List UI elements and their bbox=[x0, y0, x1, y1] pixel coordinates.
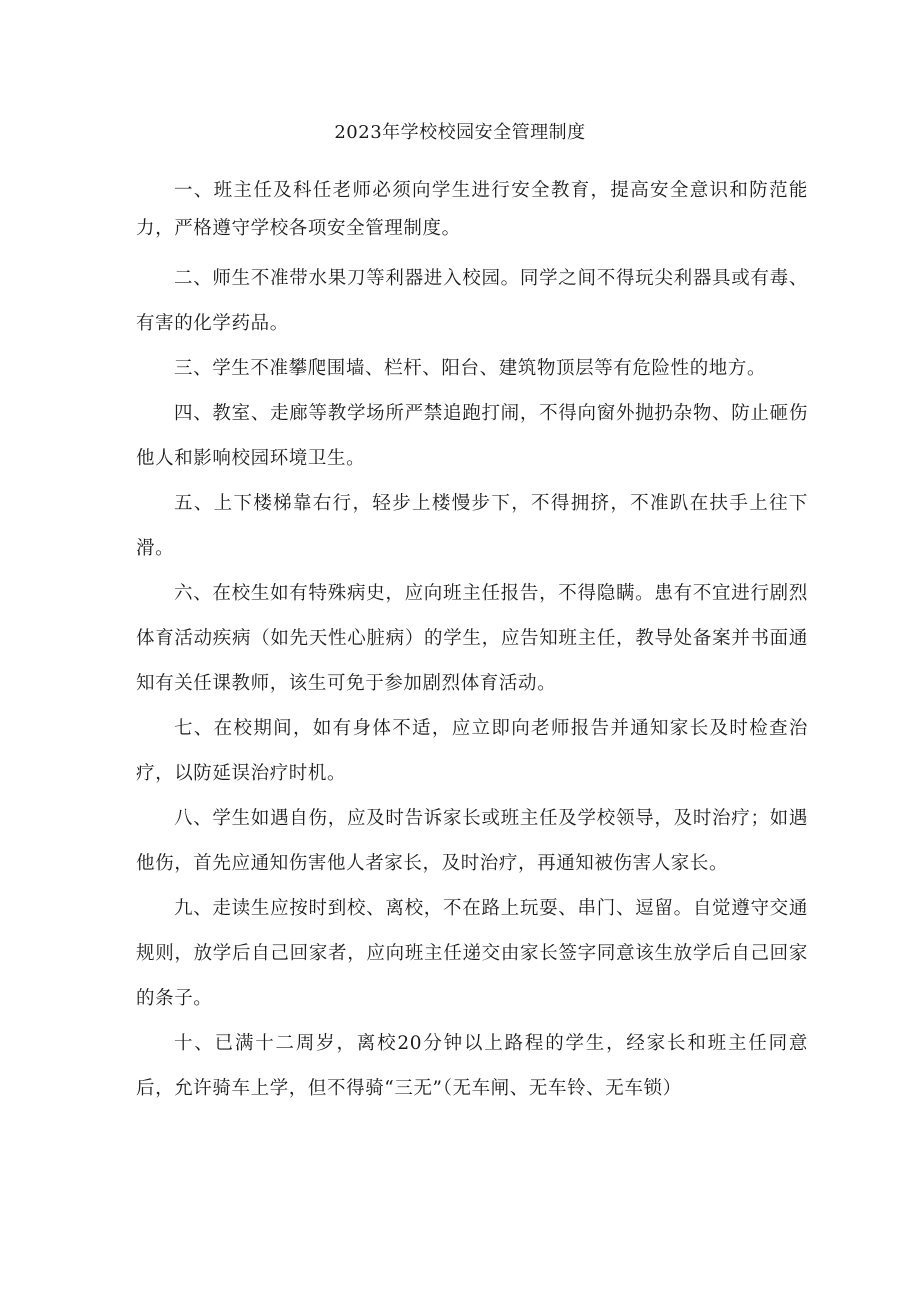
document-title: 2023年学校校园安全管理制度 bbox=[334, 122, 586, 143]
paragraph-2: 二、师生不准带水果刀等利器进入校园。同学之间不得玩尖利器具或有毒、有害的化学药品。 bbox=[136, 268, 808, 334]
paragraph-10: 十、已满十二周岁，离校20分钟以上路程的学生，经家长和班主任同意后，允许骑车上学，但不得骑“三无”（无车闸、无车铃、无车锁） bbox=[136, 1033, 808, 1099]
paragraph-7: 七、在校期间，如有身体不适，应立即向老师报告并通知家长及时检查治疗，以防延误治疗时机。 bbox=[136, 718, 808, 784]
paragraph-6: 六、在校生如有特殊病史，应向班主任报告，不得隐瞒。患有不宜进行剧烈体育活动疾病（如先天性心脏病）的学生，应告知班主任，教导处备案并书面通知有关任课教师，该生可免于参加剧烈体育活动。 bbox=[136, 583, 808, 694]
paragraph-9: 九、走读生应按时到校、离校，不在路上玩耍、串门、逗留。自觉遵守交通规则，放学后自己回家者，应向班主任递交由家长签字同意该生放学后自己回家的条子。 bbox=[136, 898, 808, 1009]
paragraph-5: 五、上下楼梯靠右行，轻步上楼慢步下，不得拥挤，不准趴在扶手上往下滑。 bbox=[136, 493, 808, 559]
paragraph-8: 八、学生如遇自伤，应及时告诉家长或班主任及学校领导，及时治疗；如遇他伤，首先应通知伤害他人者家长，及时治疗，再通知被伤害人家长。 bbox=[136, 808, 808, 874]
paragraph-1: 一、班主任及科任老师必须向学生进行安全教育，提高安全意识和防范能力，严格遵守学校各项安全管理制度。 bbox=[136, 180, 808, 239]
paragraph-3: 三、学生不准攀爬围墙、栏杆、阳台、建筑物顶层等有危险性的地方。 bbox=[174, 358, 767, 379]
paragraph-4: 四、教室、走廊等教学场所严禁追跑打闹，不得向窗外抛扔杂物、防止砸伤他人和影响校园环境卫生。 bbox=[136, 403, 808, 469]
document-body bbox=[136, 172, 808, 1111]
